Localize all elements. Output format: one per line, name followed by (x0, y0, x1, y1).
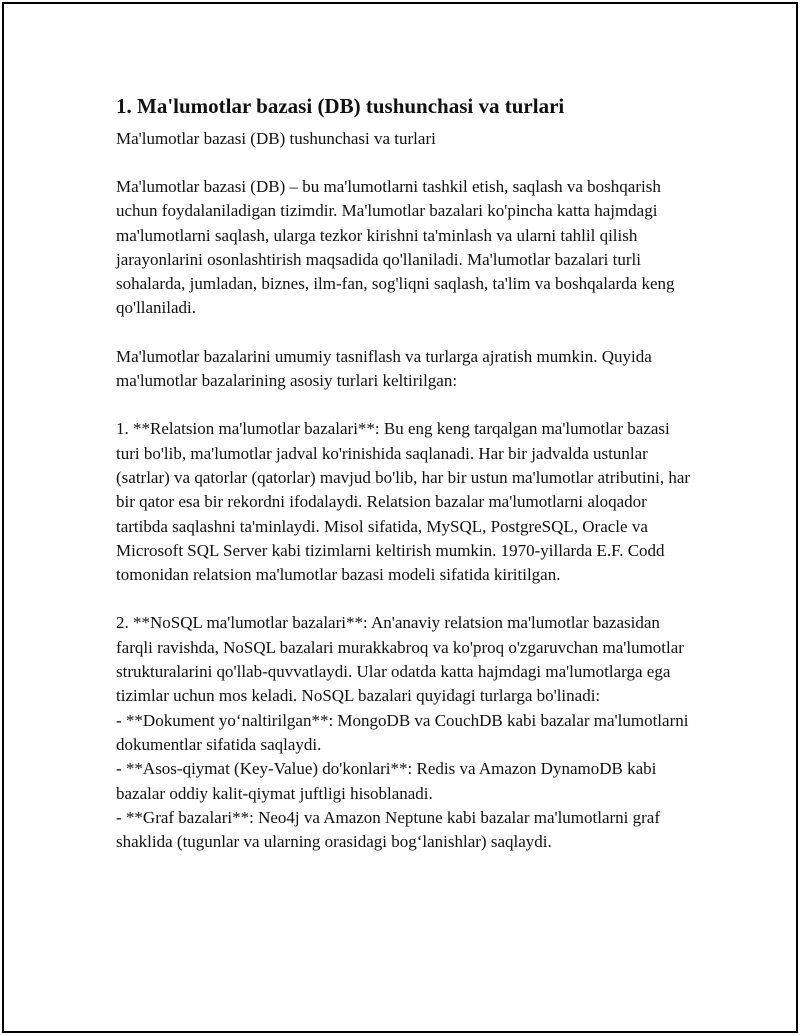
list-item-document-db: - **Dokument yo‘naltirilgan**: MongoDB va CouchDB kabi bazalar ma'lumotlarni dokumentlar sifatida saqlaydi. (116, 710, 689, 754)
document-content (116, 92, 696, 854)
nosql-db-paragraph: 2. **NoSQL ma'lumotlar bazalari**: An'anaviy relatsion ma'lumotlar bazasidan farqli ravishda, NoSQL bazalari murakkabroq va ko'proq o'zgaruvchan ma'lumotlar strukturalarini qo'llab-quvvatlaydi. Ular odatda katta hajmdagi ma'lumotlarga ega tizimlar uchun mos keladi. NoSQL bazalari quyidagi turlarga bo'linadi: (116, 613, 684, 706)
list-item-key-value-db: - **Asos-qiymat (Key-Value) do'konlari**: Redis va Amazon DynamoDB kabi bazalar oddiy kalit-qiymat juftligi hisoblanadi. (116, 759, 657, 803)
list-item-graph-db: - **Graf bazalari**: Neo4j va Amazon Neptune kabi bazalar ma'lumotlarni graf shaklida (tugunlar va ularning orasidagi bog‘lanishlar) saqlaydi. (116, 807, 661, 852)
relational-db-paragraph: 1. **Relatsion ma'lumotlar bazalari**: Bu eng keng tarqalgan ma'lumotlar bazasi turi bo'lib, ma'lumotlar jadval ko'rinishida saqlanadi. Har bir jadvalda ustunlar (satrlar) va qatorlar (qatorlar) mavjud bo'lib, har bir ustun ma'lumotlar atributini, har bir qator esa bir rekordni ifodalaydi. Relatsion bazalar ma'lumotlarni aloqador tartibda saqlashni ta'minlaydi. Misol sifatida, MySQL, PostgreSQL, Oracle va Microsoft SQL Server kabi tizimlarni keltirish mumkin. 1970-yillarda E.F. Codd tomonidan relatsion ma'lumotlar bazasi modeli sifatida kiritilgan. (116, 419, 691, 585)
classification-paragraph: Ma'lumotlar bazalarini umumiy tasniflash va turlarga ajratish mumkin. Quyida ma'lumotlar bazalarining asosiy turlari keltirilgan: (116, 346, 652, 391)
document-title: 1. Ma'lumotlar bazasi (DB) tushunchasi va turlari (116, 94, 565, 118)
document-subtitle: Ma'lumotlar bazasi (DB) tushunchasi va turlari (116, 129, 436, 148)
intro-paragraph: Ma'lumotlar bazasi (DB) – bu ma'lumotlarni tashkil etish, saqlash va boshqarish uchun foydalaniladigan tizimdir. Ma'lumotlar bazalari ko'pincha katta hajmdagi ma'lumotlarni saqlash, ularga tezkor kirishni ta'minlash va ularni tahlil qilish jarayonlarini osonlashtirish maqsadida qo'llaniladi. Ma'lumotlar bazalari turli sohalarda, jumladan, biznes, ilm-fan, sog'liqni saqlash, ta'lim va boshqalarda keng qo'llaniladi. (116, 177, 675, 318)
